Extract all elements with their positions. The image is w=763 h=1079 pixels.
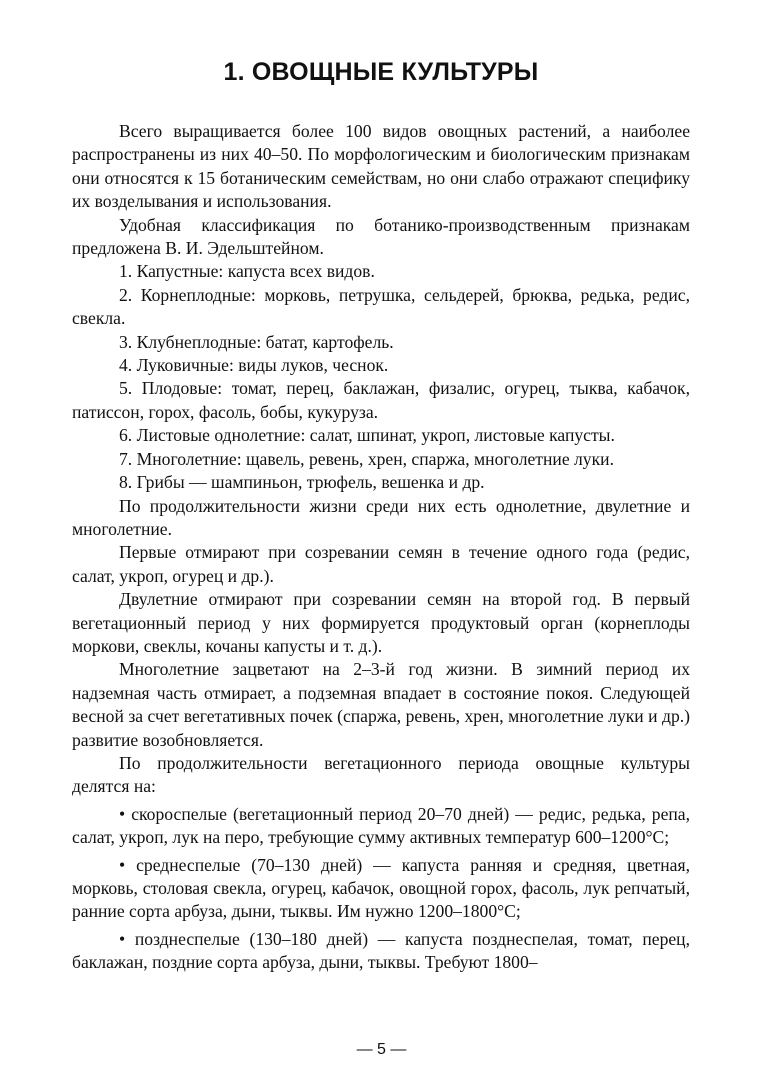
bullet-text: среднеспелые (70–130 дней) — капуста ранняя и средняя, цветная, морковь, столовая свекла, огурец, кабачок, овощной горох, фасоль, лук репчатый, ранние сорта арбуза, дыни, тыквы. Им нужно 1200–1800°С;: [72, 854, 690, 922]
bullet-item: [72, 928, 690, 975]
bullet-item: [72, 803, 690, 850]
page-content: [72, 52, 690, 975]
classification-item: 2. Корнеплодные: морковь, петрушка, сельдерей, брюква, редька, редис, свекла.: [72, 284, 690, 329]
bullet-item: [72, 854, 690, 924]
paragraph: Двулетние отмирают при созревании семян на второй год. В первый вегетационный период у них формируется продуктовый орган (корнеплоды моркови, свеклы, кочаны капусты и т. д.).: [72, 589, 690, 656]
bullet-icon: •: [119, 803, 126, 824]
paragraph: Всего выращивается более 100 видов овощных растений, а наиболее распространены из них 40–50. По морфологическим и биологическим признакам они относятся к 15 ботаническим семействам, но они слабо отражают специфику их возделывания и использования.: [72, 121, 690, 212]
classification-item: 1. Капустные: капуста всех видов.: [119, 261, 375, 282]
bullet-text: позднеспелые (130–180 дней) — капуста позднеспелая, томат, перец, баклажан, поздние сорта арбуза, дыни, тыквы. Требуют 1800–: [72, 928, 690, 973]
classification-item: 6. Листовые однолетние: салат, шпинат, укроп, листовые капусты.: [119, 425, 615, 446]
classification-item: 8. Грибы — шампиньон, трюфель, вешенка и др.: [119, 472, 485, 493]
classification-item: 7. Многолетние: щавель, ревень, хрен, спаржа, многолетние луки.: [119, 448, 614, 469]
paragraph: Удобная классификация по ботанико-производственным признакам предложена В. И. Эдельштейном.: [72, 214, 690, 259]
bullet-text: скороспелые (вегетационный период 20–70 дней) — редис, редька, репа, салат, укроп, лук на перо, требующие сумму активных температур 600–1200°С;: [72, 803, 691, 848]
page-title: 1. ОВОЩНЫЕ КУЛЬТУРЫ: [223, 58, 539, 86]
paragraph: Первые отмирают при созревании семян в течение одного года (редис, салат, укроп, огурец и др.).: [72, 542, 690, 586]
classification-item: 5. Плодовые: томат, перец, баклажан, физалис, огурец, тыква, кабачок, патиссон, горох, фасоль, бобы, кукуруза.: [72, 378, 690, 422]
page-number: — 5 —: [356, 1041, 407, 1058]
bullet-icon: •: [119, 854, 126, 875]
body-text: [72, 120, 690, 975]
classification-item: 3. Клубнеплодные: батат, картофель.: [119, 331, 394, 352]
paragraph: Многолетние зацветают на 2–3-й год жизни. В зимний период их надземная часть отмирает, а подземная впадает в состояние покоя. Следующей весной за счет вегетативных почек (спаржа, ревень, хрен, многолетние луки и др.) развитие возобновляется.: [72, 659, 690, 750]
bullet-icon: •: [119, 928, 126, 949]
paragraph: По продолжительности жизни среди них есть однолетние, двулетние и многолетние.: [72, 495, 690, 539]
bullet-list: [72, 803, 690, 975]
paragraph: По продолжительности вегетационного периода овощные культуры делятся на:: [72, 752, 690, 797]
classification-item: 4. Луковичные: виды луков, чеснок.: [119, 355, 389, 376]
